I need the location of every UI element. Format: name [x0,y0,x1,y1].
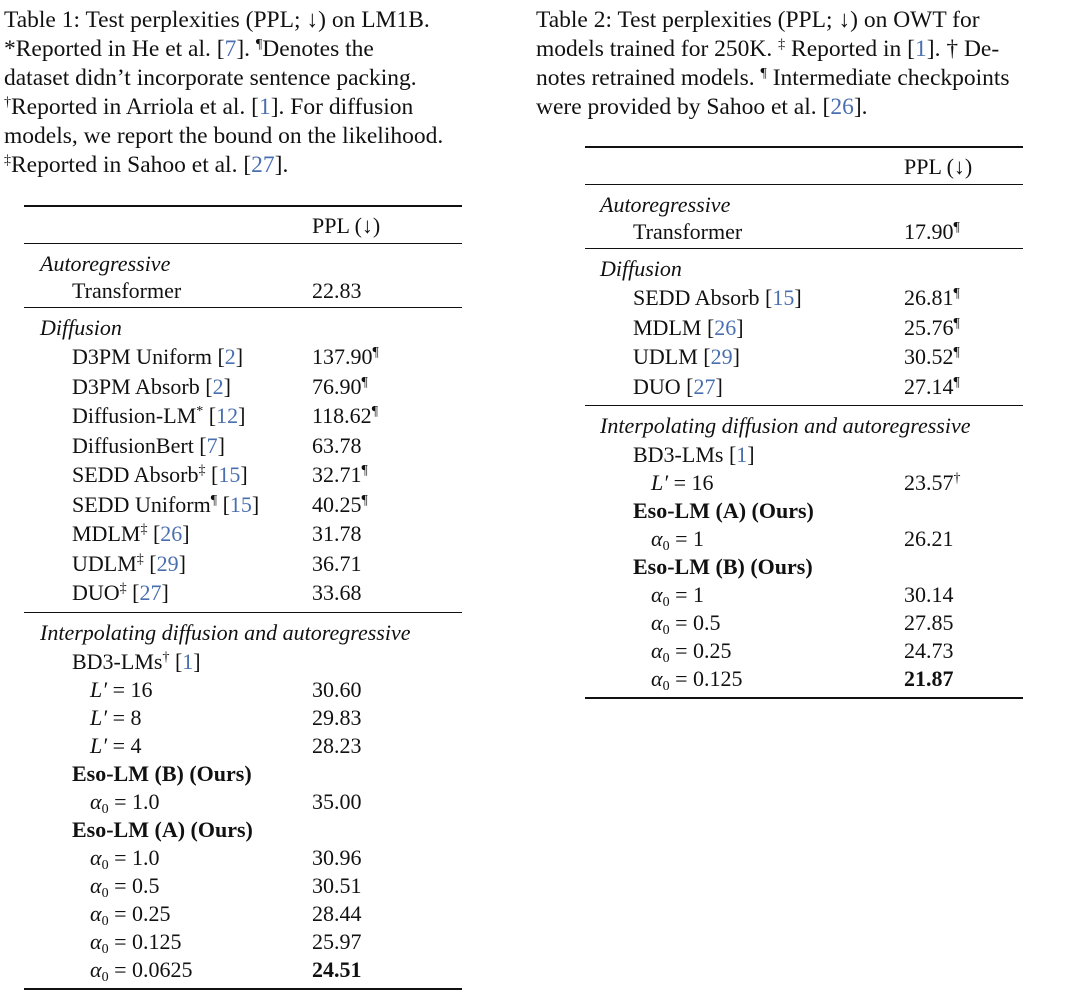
table-rule [24,612,462,613]
row-label: Diffusion-LM* [12] [72,403,246,428]
row-label: D3PM Uniform [2] [72,344,244,369]
footnote-mark: ¶ [361,463,368,478]
caption-line: ‡Reported in Sahoo et al. [27]. [4,152,289,178]
citation-link[interactable]: 26 [714,314,737,340]
row-label: UDLM‡ [29] [72,550,186,576]
footnote-mark: ¶ [953,286,960,301]
caption-line: dataset didn’t incorporate sentence packing. [4,65,417,91]
alpha-symbol: α [90,956,102,982]
row-label: DUO‡ [27] [72,580,169,605]
row-label: SEDD Absorb‡ [15] [72,462,248,487]
table-rule [24,205,462,207]
ppl-value: 32.71¶ [312,462,368,487]
alpha-setting: $\alpha_0 = 0.0625$ [90,956,193,985]
citation-link[interactable]: 27 [693,373,716,399]
ppl-value: 26.21 [904,526,954,551]
ppl-value: 21.87 [904,666,954,691]
ppl-value: 25.97 [312,928,362,954]
alpha-setting: $\alpha_0 = 1.0$ [90,844,160,873]
row-label: DiffusionBert [7] [72,432,225,458]
table-rule [585,405,1023,406]
eso-lm-a-label: Eso-LM (A) (Ours) [633,498,814,523]
alpha-setting: $\alpha_0 = 0.25$ [651,638,732,666]
ppl-value: 22.83 [312,278,362,303]
ppl-value: 29.83 [312,704,362,730]
ppl-value: 23.57† [904,470,961,495]
citation-link[interactable]: 12 [216,403,239,428]
caption-line: Table 1: Test perplexities (PPL; ↓) on LM1B. [4,7,430,33]
ppl-value: 25.76¶ [904,314,960,340]
citation-link[interactable]: 7 [206,432,218,458]
citation-link[interactable]: 29 [156,550,179,576]
alpha-setting: $\alpha_0 = 1$ [651,582,704,610]
group-label-autoregressive: Autoregressive [40,251,171,276]
ppl-value: 30.60 [312,676,362,702]
alpha-setting: $\alpha_0 = 0.125$ [651,666,743,694]
footnote-mark: † [162,649,170,665]
group-label-interpolating: Interpolating diffusion and autoregressive [40,619,411,645]
ppl-value: 28.44 [312,900,362,926]
footnote-mark: ¶ [953,220,960,235]
table-rule [585,248,1023,249]
alpha-symbol: α [651,638,663,663]
footnote-mark: † [4,95,11,110]
alpha-symbol: α [651,610,663,635]
row-label: DUO [27] [633,373,723,399]
row-label: Transformer [72,278,182,303]
alpha-subscript: 0 [662,539,670,554]
alpha-symbol: α [90,900,102,926]
citation-link[interactable]: 29 [710,344,733,369]
alpha-subscript: 0 [662,595,670,610]
footnote-mark: ¶ [361,492,368,508]
alpha-setting: $\alpha_0 = 1.0$ [90,788,160,817]
ppl-value: 118.62¶ [312,403,379,428]
block-size-symbol: L′ [651,470,669,495]
alpha-setting: $\alpha_0 = 0.25$ [90,900,171,929]
footnote-mark: ‡ [119,581,127,596]
header-ppl: PPL (↓) [312,213,381,238]
citation-link[interactable]: 27 [139,580,162,605]
ppl-value: 26.81¶ [904,285,960,310]
table-rule [24,988,462,990]
citation-link[interactable]: 26 [160,521,183,546]
footnote-mark: ¶ [361,374,368,390]
alpha-setting: $\alpha_0 = 0.5$ [90,872,160,901]
footnote-mark: ‡ [778,37,786,52]
alpha-symbol: α [90,844,102,870]
citation-link[interactable]: 15 [218,462,241,487]
footnote-mark: ¶ [371,404,379,419]
footnote-mark: * [196,404,204,419]
caption-line: models, we report the bound on the likelihood. [4,123,444,149]
caption-line: †Reported in Arriola et al. [1]. For diffusion [4,94,414,120]
caption-line: notes retrained models. ¶ Intermediate checkpoints [536,65,1010,91]
ppl-value: 33.68 [312,580,362,605]
ppl-value: 76.90¶ [312,373,368,399]
alpha-subscript: 0 [101,941,109,957]
group-label-diffusion: Diffusion [600,256,682,281]
ppl-value: 28.23 [312,732,362,758]
footnote-mark: † [953,471,961,486]
bd3-lms-label: BD3-LMs† [1] [72,648,201,674]
bd3-lms-label: BD3-LMs [1] [633,442,755,467]
ppl-value: 24.51 [312,956,362,982]
eso-lm-b-label: Eso-LM (B) (Ours) [633,554,813,579]
block-size-setting: L′ = 16 [651,470,714,495]
table-rule [585,184,1023,185]
ppl-value: 30.14 [904,582,954,607]
alpha-symbol: α [90,928,102,954]
footnote-mark: ¶ [953,315,960,331]
ppl-value: 27.85 [904,610,954,635]
block-size-symbol: L′ [90,704,108,730]
footnote-mark: ‡ [136,551,144,567]
footnote-mark: ¶ [953,374,960,390]
caption-line: Table 2: Test perplexities (PPL; ↓) on OWT for [536,7,980,33]
footnote-mark: ¶ [953,345,960,360]
block-size-setting: L′ = 8 [90,704,142,730]
row-label: SEDD Uniform¶ [15] [72,491,260,517]
row-label: MDLM [26] [633,314,744,340]
footnote-mark: ¶ [210,492,218,508]
footnote-mark: ¶ [760,66,767,81]
footnote-mark: ¶ [372,345,379,360]
citation-link[interactable]: 1 [182,648,194,674]
row-label: UDLM [29] [633,344,740,369]
alpha-symbol: α [90,788,102,814]
alpha-setting: $\alpha_0 = 1$ [651,526,704,554]
table2-caption [536,6,1076,122]
citation-link[interactable]: 26 [830,94,854,120]
alpha-setting: $\alpha_0 = 0.125$ [90,928,182,957]
citation-link[interactable]: 15 [229,491,252,517]
footnote-mark: ¶ [255,37,263,52]
citation-link[interactable]: 27 [251,152,275,178]
alpha-symbol: α [651,526,663,551]
footnote-mark: ‡ [140,522,148,537]
citation-link[interactable]: 1 [915,36,927,62]
group-label-diffusion: Diffusion [40,315,122,340]
ppl-value: 35.00 [312,788,362,814]
alpha-symbol: α [651,666,663,691]
citation-link[interactable]: 2 [212,373,224,399]
alpha-subscript: 0 [101,913,109,929]
footnote-mark: ‡ [198,463,206,478]
citation-link[interactable]: 1 [736,442,748,467]
eso-lm-b-label: Eso-LM (B) (Ours) [72,760,252,786]
group-label-autoregressive: Autoregressive [600,192,731,217]
alpha-subscript: 0 [101,885,109,901]
caption-line: were provided by Sahoo et al. [26]. [536,94,868,120]
ppl-value: 30.51 [312,872,362,898]
alpha-symbol: α [651,582,663,607]
ppl-value: 27.14¶ [904,373,960,399]
ppl-value: 17.90¶ [904,219,960,244]
citation-link[interactable]: 2 [224,344,236,369]
group-label-interpolating: Interpolating diffusion and autoregressive [600,413,971,438]
row-label: D3PM Absorb [2] [72,373,231,399]
block-size-setting: L′ = 16 [90,676,153,702]
alpha-setting: $\alpha_0 = 0.5$ [651,610,721,638]
ppl-value: 30.96 [312,844,362,870]
table-rule [585,146,1023,148]
alpha-subscript: 0 [662,651,670,666]
ppl-value: 24.73 [904,638,954,663]
header-ppl: PPL (↓) [904,154,973,179]
ppl-value: 30.52¶ [904,344,960,369]
table-rule [585,697,1023,699]
footnote-mark: ‡ [4,153,11,168]
ppl-value: 40.25¶ [312,491,368,517]
block-size-symbol: L′ [90,676,108,702]
alpha-subscript: 0 [662,623,670,638]
citation-link[interactable]: 7 [224,36,237,62]
caption-line: models trained for 250K. ‡ Reported in [1]. † De- [536,36,1000,62]
ppl-value: 137.90¶ [312,344,379,369]
table1-caption [4,6,486,180]
ppl-value: 31.78 [312,521,362,546]
row-label: Transformer [633,219,743,244]
eso-lm-a-label: Eso-LM (A) (Ours) [72,816,253,842]
block-size-setting: L′ = 4 [90,732,142,758]
row-label: SEDD Absorb [15] [633,285,802,310]
table-rule [24,307,462,308]
ppl-value: 63.78 [312,432,362,458]
alpha-subscript: 0 [101,857,109,873]
caption-line: *Reported in He et al. [7]. ¶Denotes the [4,36,374,62]
table-rule [24,243,462,244]
alpha-symbol: α [90,872,102,898]
alpha-subscript: 0 [101,969,109,985]
citation-link[interactable]: 15 [772,285,795,310]
row-label: MDLM‡ [26] [72,521,190,546]
alpha-subscript: 0 [101,801,109,817]
block-size-symbol: L′ [90,732,108,758]
citation-link[interactable]: 1 [258,94,271,120]
alpha-subscript: 0 [662,679,670,694]
ppl-value: 36.71 [312,550,362,576]
